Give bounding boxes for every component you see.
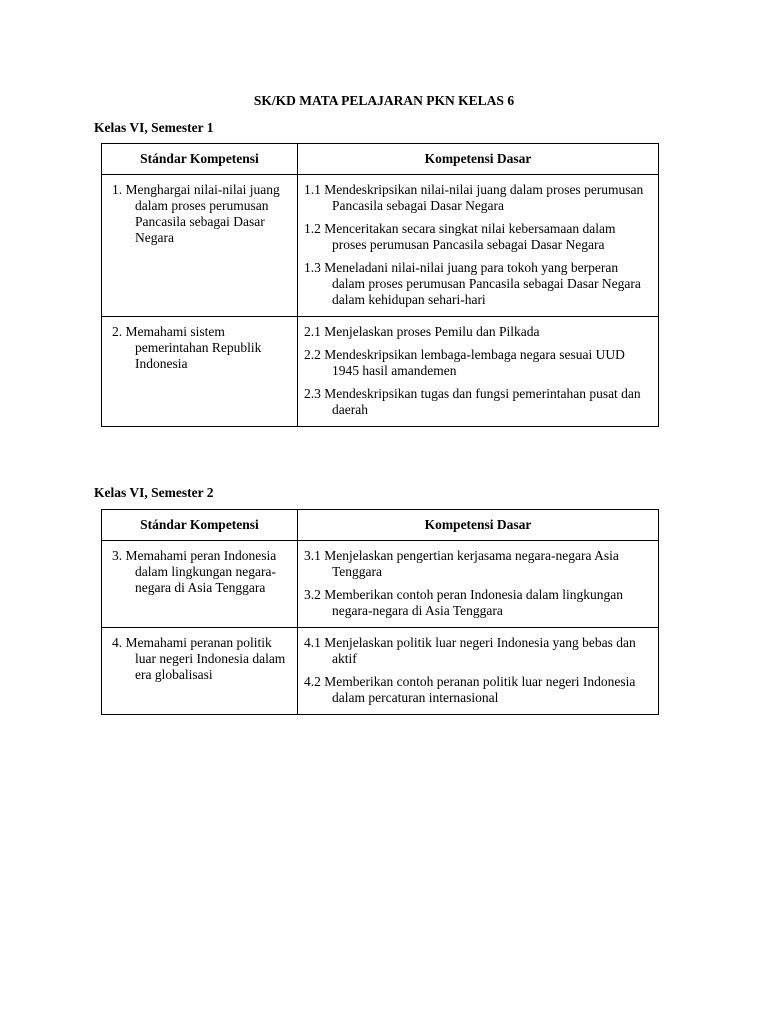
- table-header-row: [102, 510, 659, 541]
- kompetensi-dasar-2-3: 2.3 Mendeskripsikan tugas dan fungsi pemerintahan pusat dan daerah: [304, 386, 641, 417]
- standar-kompetensi-cell: [102, 175, 298, 317]
- kompetensi-dasar-2-2: 2.2 Mendeskripsikan lembaga-lembaga negara sesuai UUD 1945 hasil amandemen: [304, 347, 625, 378]
- table-row: [102, 317, 659, 427]
- page-title: SK/KD MATA PELAJARAN PKN KELAS 6: [253, 93, 515, 108]
- semester-2-heading: Kelas VI, Semester 2: [94, 485, 214, 500]
- table-header-row: [102, 144, 659, 175]
- kompetensi-dasar-3-1: 3.1 Menjelaskan pengertian kerjasama negara-negara Asia Tenggara: [304, 548, 619, 579]
- kompetensi-dasar-cell: [298, 541, 659, 628]
- semester-1-heading: Kelas VI, Semester 1: [94, 120, 214, 135]
- kompetensi-dasar-cell: [298, 317, 659, 427]
- kompetensi-dasar-2-1: 2.1 Menjelaskan proses Pemilu dan Pilkada: [304, 324, 540, 339]
- standar-kompetensi-2: 2. Memahami sistem pemerintahan Republik Indonesia: [112, 324, 262, 371]
- table-row: [102, 628, 659, 715]
- semester-1-table: [101, 143, 659, 427]
- kompetensi-dasar-cell: [298, 628, 659, 715]
- kompetensi-dasar-3-2: 3.2 Memberikan contoh peran Indonesia dalam lingkungan negara-negara di Asia Tenggara: [304, 587, 624, 618]
- column-header-standar-kompetensi: Stándar Kompetensi: [102, 144, 298, 175]
- standar-kompetensi-cell: [102, 541, 298, 628]
- standar-kompetensi-3: 3. Memahami peran Indonesia dalam lingkungan negara-negara di Asia Tenggara: [112, 548, 277, 595]
- kompetensi-dasar-4-2: 4.2 Memberikan contoh peranan politik luar negeri Indonesia dalam percaturan internasional: [304, 674, 636, 705]
- kompetensi-dasar-1-2: 1.2 Menceritakan secara singkat nilai kebersamaan dalam proses perumusan Pancasila sebagai Dasar Negara: [304, 221, 616, 252]
- column-header-standar-kompetensi: Stándar Kompetensi: [102, 510, 298, 541]
- standar-kompetensi-cell: [102, 317, 298, 427]
- standar-kompetensi-cell: [102, 628, 298, 715]
- column-header-kompetensi-dasar: Kompetensi Dasar: [298, 510, 659, 541]
- kompetensi-dasar-1-3: 1.3 Meneladani nilai-nilai juang para tokoh yang berperan dalam proses perumusan Pancasila sebagai Dasar Negara dalam kehidupan sehari-hari: [304, 260, 641, 307]
- column-header-kompetensi-dasar: Kompetensi Dasar: [298, 144, 659, 175]
- kompetensi-dasar-4-1: 4.1 Menjelaskan politik luar negeri Indonesia yang bebas dan aktif: [304, 635, 636, 666]
- semester-2-table: [101, 509, 659, 715]
- table-row: [102, 175, 659, 317]
- table-row: [102, 541, 659, 628]
- standar-kompetensi-4: 4. Memahami peranan politik luar negeri Indonesia dalam era globalisasi: [112, 635, 286, 682]
- standar-kompetensi-1: 1. Menghargai nilai-nilai juang dalam proses perumusan Pancasila sebagai Dasar Negara: [112, 182, 280, 245]
- kompetensi-dasar-cell: [298, 175, 659, 317]
- kompetensi-dasar-1-1: 1.1 Mendeskripsikan nilai-nilai juang dalam proses perumusan Pancasila sebagai Dasar Negara: [304, 182, 644, 213]
